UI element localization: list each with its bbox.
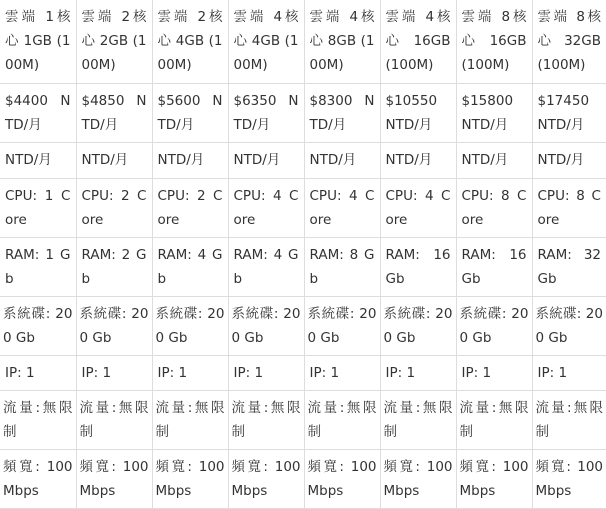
ip-cell: IP: 1 <box>228 355 304 390</box>
ip-row <box>0 355 606 390</box>
disk-cell: 系統碟: 200 Gb <box>304 296 380 355</box>
price-row <box>0 83 606 142</box>
ram-cell: RAM: 4 Gb <box>152 237 228 296</box>
bandwidth-cell: 頻寬: 100Mbps <box>76 449 152 508</box>
bandwidth-cell: 頻寬: 100Mbps <box>228 449 304 508</box>
ip-cell: IP: 1 <box>76 355 152 390</box>
price-cell: $4850 NTD/月 <box>76 83 152 142</box>
bandwidth-cell: 頻寬: 100Mbps <box>456 449 532 508</box>
plan-name-cell: 雲端 8核心 32GB (100M) <box>532 0 606 83</box>
cpu-row <box>0 178 606 237</box>
traffic-cell: 流量:無限制 <box>304 390 380 449</box>
bandwidth-cell: 頻寬: 100Mbps <box>304 449 380 508</box>
traffic-row <box>0 390 606 449</box>
unit-cell: NTD/月 <box>380 142 456 178</box>
bandwidth-cell: 頻寬: 100Mbps <box>532 449 606 508</box>
price-cell: $6350 NTD/月 <box>228 83 304 142</box>
ram-cell: RAM: 1 Gb <box>0 237 76 296</box>
price-cell: $15800 NTD/月 <box>456 83 532 142</box>
ip-cell: IP: 1 <box>380 355 456 390</box>
traffic-cell: 流量:無限制 <box>0 390 76 449</box>
unit-cell: NTD/月 <box>0 142 76 178</box>
ip-cell: IP: 1 <box>152 355 228 390</box>
traffic-cell: 流量:無限制 <box>532 390 606 449</box>
traffic-cell: 流量:無限制 <box>228 390 304 449</box>
plan-name-cell: 雲端 4核心 8GB (100M) <box>304 0 380 83</box>
price-cell: $5600 NTD/月 <box>152 83 228 142</box>
ip-cell: IP: 1 <box>304 355 380 390</box>
traffic-cell: 流量:無限制 <box>152 390 228 449</box>
plan-name-cell: 雲端 4核心 4GB (100M) <box>228 0 304 83</box>
ip-cell: IP: 1 <box>456 355 532 390</box>
unit-cell: NTD/月 <box>456 142 532 178</box>
traffic-cell: 流量:無限制 <box>76 390 152 449</box>
disk-cell: 系統碟: 200 Gb <box>532 296 606 355</box>
traffic-cell: 流量:無限制 <box>380 390 456 449</box>
plan-name-cell: 雲端 2核心 2GB (100M) <box>76 0 152 83</box>
cpu-cell: CPU: 4 Core <box>380 178 456 237</box>
unit-cell: NTD/月 <box>532 142 606 178</box>
cpu-cell: CPU: 4 Core <box>228 178 304 237</box>
ip-cell: IP: 1 <box>532 355 606 390</box>
cpu-cell: CPU: 2 Core <box>152 178 228 237</box>
ram-row <box>0 237 606 296</box>
cpu-cell: CPU: 2 Core <box>76 178 152 237</box>
ram-cell: RAM: 2 Gb <box>76 237 152 296</box>
cpu-cell: CPU: 8 Core <box>532 178 606 237</box>
plan-name-cell: 雲端 1核心 1GB (100M) <box>0 0 76 83</box>
unit-row <box>0 142 606 178</box>
bandwidth-cell: 頻寬: 100Mbps <box>0 449 76 508</box>
disk-cell: 系統碟: 200 Gb <box>228 296 304 355</box>
price-cell: $17450 NTD/月 <box>532 83 606 142</box>
unit-cell: NTD/月 <box>304 142 380 178</box>
bandwidth-cell: 頻寬: 100Mbps <box>380 449 456 508</box>
traffic-cell: 流量:無限制 <box>456 390 532 449</box>
ram-cell: RAM: 16 Gb <box>456 237 532 296</box>
ram-cell: RAM: 8 Gb <box>304 237 380 296</box>
bandwidth-cell: 頻寬: 100Mbps <box>152 449 228 508</box>
plan-name-cell: 雲端 8核心 16GB (100M) <box>456 0 532 83</box>
disk-row <box>0 296 606 355</box>
disk-cell: 系統碟: 200 Gb <box>0 296 76 355</box>
cpu-cell: CPU: 4 Core <box>304 178 380 237</box>
disk-cell: 系統碟: 200 Gb <box>152 296 228 355</box>
ram-cell: RAM: 32 Gb <box>532 237 606 296</box>
ram-cell: RAM: 4 Gb <box>228 237 304 296</box>
unit-cell: NTD/月 <box>228 142 304 178</box>
ram-cell: RAM: 16 Gb <box>380 237 456 296</box>
cpu-cell: CPU: 1 Core <box>0 178 76 237</box>
plan-name-row <box>0 0 606 83</box>
unit-cell: NTD/月 <box>76 142 152 178</box>
plan-name-cell: 雲端 4核心 16GB (100M) <box>380 0 456 83</box>
unit-cell: NTD/月 <box>152 142 228 178</box>
disk-cell: 系統碟: 200 Gb <box>76 296 152 355</box>
price-cell: $10550 NTD/月 <box>380 83 456 142</box>
bandwidth-row <box>0 449 606 508</box>
disk-cell: 系統碟: 200 Gb <box>456 296 532 355</box>
plan-name-cell: 雲端 2核心 4GB (100M) <box>152 0 228 83</box>
disk-cell: 系統碟: 200 Gb <box>380 296 456 355</box>
price-cell: $4400 NTD/月 <box>0 83 76 142</box>
cpu-cell: CPU: 8 Core <box>456 178 532 237</box>
ip-cell: IP: 1 <box>0 355 76 390</box>
price-cell: $8300 NTD/月 <box>304 83 380 142</box>
